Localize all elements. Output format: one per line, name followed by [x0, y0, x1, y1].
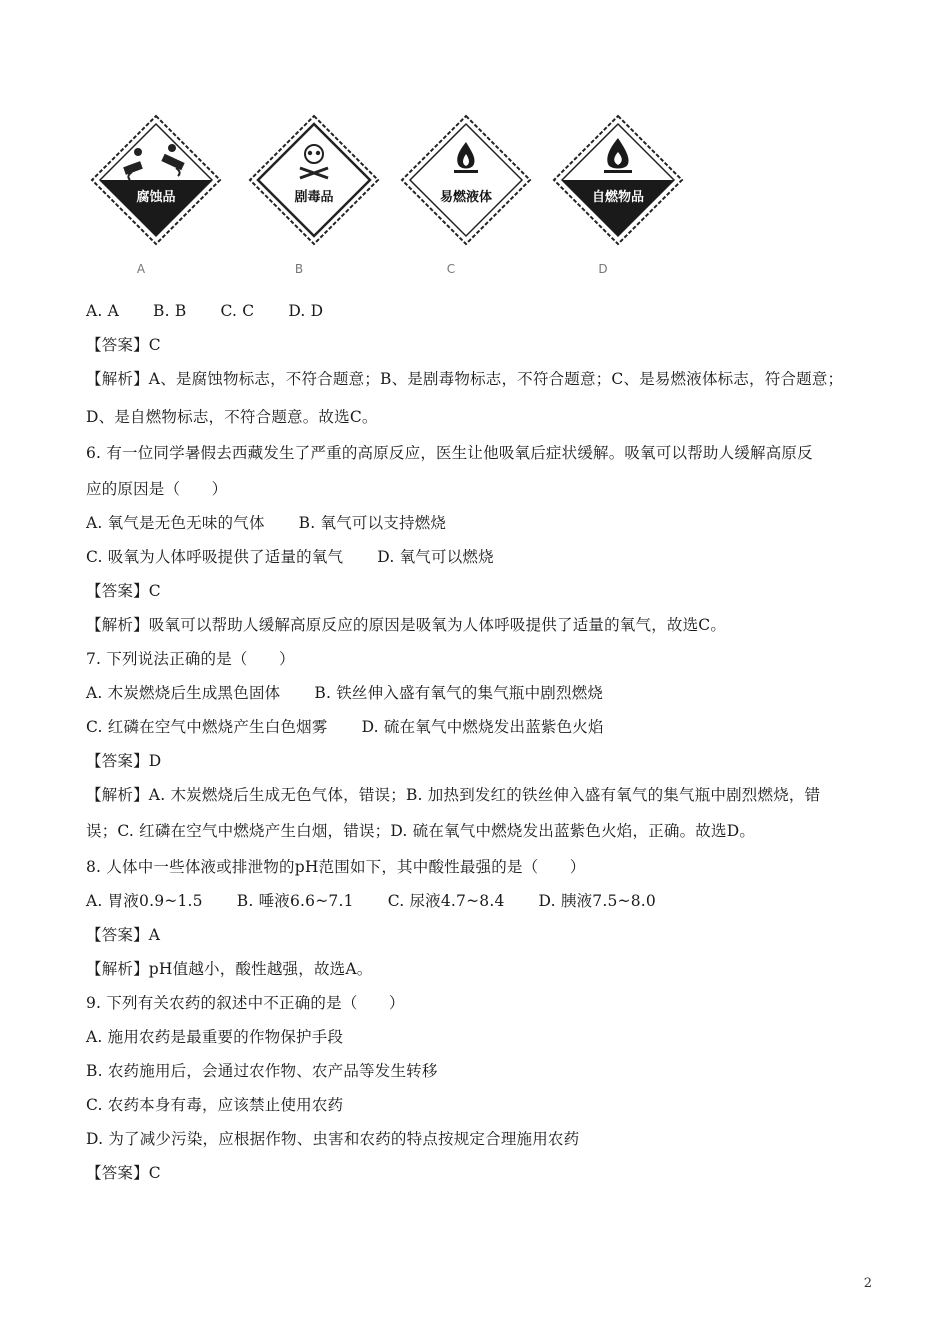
q5-analysis-line-1: 【解析】A、是腐蚀物标志，不符合题意；B、是剧毒物标志，不符合题意；C、是易燃液体标志，符合题意； — [86, 370, 844, 388]
q6-option-c: C. 吸氧为人体呼吸提供了适量的氧气 — [86, 548, 344, 566]
sign-letter: C — [446, 262, 456, 276]
q8-option-d: D. 胰液7.5~8.0 — [538, 892, 656, 910]
q5-option-d: D. D — [288, 302, 324, 320]
q6-option-d: D. 氧气可以燃烧 — [377, 548, 494, 566]
q9-option-c: C. 农药本身有毒，应该禁止使用农药 — [86, 1096, 344, 1114]
q8-options — [86, 886, 876, 916]
q7-answer: 【答案】D — [86, 752, 162, 770]
q7-options-row-2 — [86, 712, 876, 742]
q8-option-c: C. 尿液4.7~8.4 — [387, 892, 505, 910]
spontaneous-combustion-sign — [550, 112, 686, 282]
sign-label: 自燃物品 — [591, 190, 644, 205]
q7-analysis-line-1: 【解析】A. 木炭燃烧后生成无色气体，错误；B. 加热到发红的铁丝伸入盛有氧气的集气瓶中剧烈燃烧，错 — [86, 786, 821, 804]
q8-option-b: B. 唾液6.6~7.1 — [236, 892, 354, 910]
skull-diamond-icon — [246, 112, 382, 248]
q9-answer: 【答案】C — [86, 1164, 161, 1182]
corrosive-sign — [88, 112, 224, 282]
q7-option-b: B. 铁丝伸入盛有氧气的集气瓶中剧烈燃烧 — [314, 684, 604, 702]
q5-answer: 【答案】C — [86, 336, 161, 354]
q5-option-c: C. C — [220, 302, 255, 320]
q5-options — [86, 296, 876, 326]
hazard-signs-figure — [88, 112, 708, 292]
q6-analysis: 【解析】吸氧可以帮助人缓解高原反应的原因是吸氧为人体呼吸提供了适量的氧气，故选C。 — [86, 616, 727, 634]
q5-option-b: B. B — [153, 302, 187, 320]
sign-letter: D — [598, 262, 608, 276]
flame-diamond-icon — [550, 112, 686, 248]
page-number: 2 — [863, 1276, 872, 1291]
sign-label: 剧毒品 — [294, 190, 334, 205]
q8-stem: 8. 人体中一些体液或排泄物的pH范围如下，其中酸性最强的是（ ） — [86, 858, 586, 876]
q9-option-b: B. 农药施用后，会通过农作物、农产品等发生转移 — [86, 1062, 438, 1080]
sign-label: 易燃液体 — [439, 190, 492, 205]
q5-option-a: A. A — [86, 302, 120, 320]
q8-option-a: A. 胃液0.9~1.5 — [86, 892, 203, 910]
q6-options-row-1 — [86, 508, 876, 538]
q9-option-a: A. 施用农药是最重要的作物保护手段 — [86, 1028, 344, 1046]
flammable-liquid-sign — [398, 112, 534, 282]
sign-letter: A — [136, 262, 146, 276]
sign-label: 腐蚀品 — [136, 190, 176, 205]
corrosive-diamond-icon — [88, 112, 224, 248]
q6-options-row-2 — [86, 542, 876, 572]
q7-option-d: D. 硫在氧气中燃烧发出蓝紫色火焰 — [361, 718, 604, 736]
q6-stem-line-2: 应的原因是（ ） — [86, 480, 228, 498]
q7-analysis-line-2: 误；C. 红磷在空气中燃烧产生白烟，错误；D. 硫在氧气中燃烧发出蓝紫色火焰，正确。故选D。 — [86, 822, 756, 840]
flame-diamond-icon — [398, 112, 534, 248]
q7-stem: 7. 下列说法正确的是（ ） — [86, 650, 295, 668]
q6-option-b: B. 氧气可以支持燃烧 — [298, 514, 447, 532]
q6-stem-line-1: 6. 有一位同学暑假去西藏发生了严重的高原反应，医生让他吸氧后症状缓解。吸氧可以帮助人缓解高原反 — [86, 444, 813, 462]
toxic-sign — [246, 112, 382, 282]
q8-answer: 【答案】A — [86, 926, 161, 944]
q7-option-a: A. 木炭燃烧后生成黑色固体 — [86, 684, 281, 702]
q6-option-a: A. 氧气是无色无味的气体 — [86, 514, 265, 532]
q9-stem: 9. 下列有关农药的叙述中不正确的是（ ） — [86, 994, 405, 1012]
q8-analysis: 【解析】pH值越小，酸性越强，故选A。 — [86, 960, 373, 978]
q7-options-row-1 — [86, 678, 876, 708]
q9-option-d: D. 为了减少污染，应根据作物、虫害和农药的特点按规定合理施用农药 — [86, 1130, 580, 1148]
q7-option-c: C. 红磷在空气中燃烧产生白色烟雾 — [86, 718, 328, 736]
q6-answer: 【答案】C — [86, 582, 161, 600]
q5-analysis-line-2: D、是自燃物标志，不符合题意。故选C。 — [86, 408, 378, 426]
sign-letter: B — [294, 262, 304, 276]
